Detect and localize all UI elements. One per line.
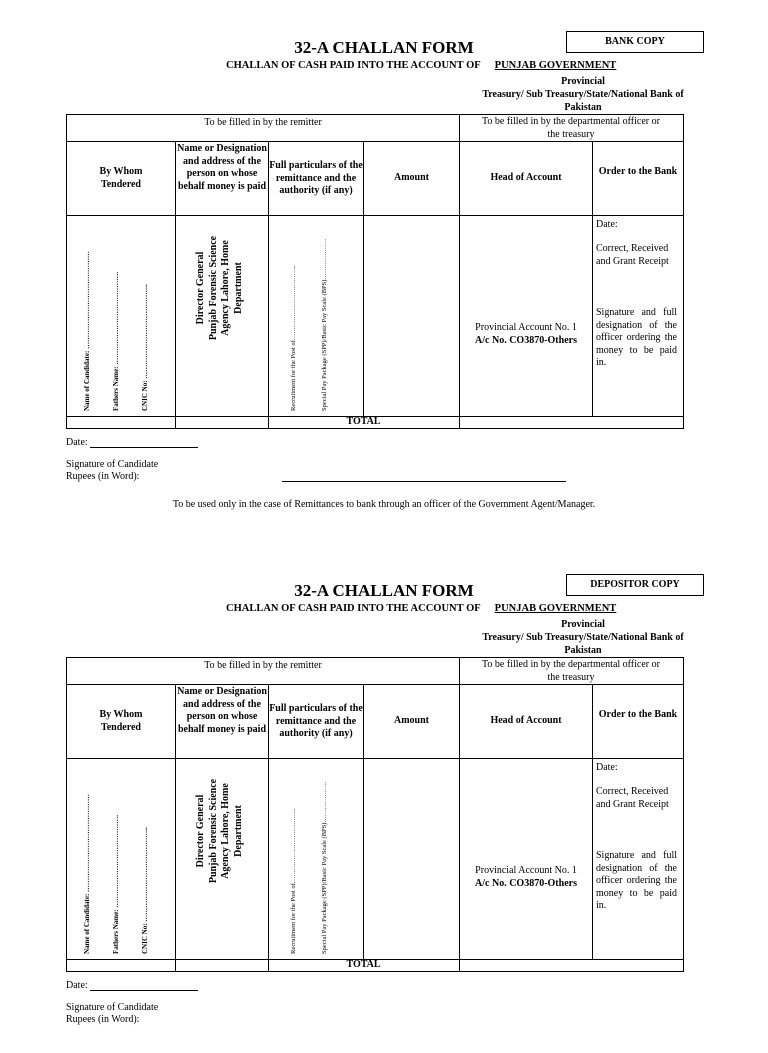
treasury-line: Treasury/ Sub Treasury/State/National Bank of <box>482 632 684 643</box>
order-correct-received: Correct, Received and Grant Receipt <box>596 786 669 810</box>
candidate-name-field[interactable]: Name of Candidate: …………………………………… <box>83 250 91 411</box>
order-signature-note: Signature and full designation of the officer ordering the money to be paid in. <box>596 307 677 369</box>
director-line: Director General <box>195 794 206 868</box>
order-signature-note: Signature and full designation of the officer ordering the money to be paid in. <box>596 850 677 912</box>
treasury-line: Provincial <box>561 76 605 87</box>
row-divider <box>67 141 683 142</box>
director-general-address <box>195 199 245 377</box>
director-line: Punjab Forensic Science <box>207 778 219 884</box>
director-line: Director General <box>195 251 206 325</box>
col-amount: Amount <box>393 715 429 726</box>
post-field[interactable]: Recruitment for the Post of…………………………….. <box>290 808 297 954</box>
order-date: Date: <box>596 219 618 230</box>
order-correct-received: Correct, Received and Grant Receipt <box>596 243 669 267</box>
remitter-header: To be filled in by the remitter <box>204 660 322 671</box>
treasury-text <box>470 618 696 657</box>
pay-scale-field[interactable]: Special Pay Package (SPP)/Basic Pay Scale (BPS)………………. <box>321 238 328 411</box>
father-name-field[interactable]: Fathers Name: …………………………………. <box>112 271 120 411</box>
form-title: 32-A CHALLAN FORM <box>294 581 474 600</box>
col-divider <box>459 658 460 971</box>
rupees-line[interactable] <box>66 471 566 482</box>
account-line: Provincial Account No. 1 <box>475 322 577 333</box>
director-line: Agency Lahore, Home <box>220 783 231 879</box>
order-date: Date: <box>596 762 618 773</box>
col-divider <box>592 141 593 416</box>
challan-form-bank-copy <box>0 30 768 510</box>
row-divider <box>67 215 683 216</box>
col-by-whom-tendered: By Whom Tendered <box>99 709 143 733</box>
total-label: TOTAL <box>346 959 381 970</box>
pay-scale-field[interactable]: Special Pay Package (SPP)/Basic Pay Scale (BPS)………………. <box>321 781 328 954</box>
challan-table <box>66 657 684 972</box>
officer-header-line: To be filled in by the departmental officer or <box>482 659 660 670</box>
form-subtitle <box>226 603 616 614</box>
treasury-line: Pakistan <box>564 645 602 656</box>
copy-label: BANK COPY <box>566 31 704 53</box>
form-title: 32-A CHALLAN FORM <box>294 38 474 57</box>
government-name: PUNJAB GOVERNMENT <box>494 60 617 71</box>
treasury-line: Pakistan <box>564 102 602 113</box>
government-name: PUNJAB GOVERNMENT <box>494 603 617 614</box>
officer-header-line: To be filled in by the departmental officer or <box>482 116 660 127</box>
date-blank[interactable] <box>90 990 198 991</box>
post-field[interactable]: Recruitment for the Post of…………………………….. <box>290 265 297 411</box>
account-line: Provincial Account No. 1 <box>475 865 577 876</box>
col-by-whom-tendered: By Whom Tendered <box>99 166 143 190</box>
cnic-field[interactable]: CNIC No: ………………………………….. <box>141 827 149 954</box>
challan-form-depositor-copy <box>0 573 768 1053</box>
col-divider <box>459 115 460 428</box>
date-label: Date: <box>66 437 88 448</box>
director-general-address <box>195 742 245 920</box>
date-line[interactable] <box>66 437 198 448</box>
rupees-label: Rupees (in Word): <box>66 471 140 482</box>
signature-label: Signature of Candidate <box>66 1002 159 1013</box>
col-head-of-account: Head of Account <box>490 715 562 726</box>
candidate-name-field[interactable]: Name of Candidate: …………………………………… <box>83 793 91 954</box>
copy-label: DEPOSITOR COPY <box>566 574 704 596</box>
account-number: A/c No. CO3870-Others <box>475 877 577 889</box>
rupees-blank[interactable] <box>282 481 566 482</box>
treasury-line: Provincial <box>561 619 605 630</box>
cnic-field[interactable]: CNIC No: ………………………………….. <box>141 284 149 411</box>
date-line[interactable] <box>66 980 198 991</box>
director-line: Department <box>232 262 244 314</box>
total-label: TOTAL <box>346 416 381 427</box>
treasury-line: Treasury/ Sub Treasury/State/National Bank of <box>482 89 684 100</box>
head-of-account-value <box>460 865 592 890</box>
account-number: A/c No. CO3870-Others <box>475 334 577 346</box>
signature-label: Signature of Candidate <box>66 459 159 470</box>
director-line: Agency Lahore, Home <box>220 240 231 336</box>
head-of-account-value <box>460 322 592 347</box>
officer-header <box>459 116 683 141</box>
form-subtitle <box>226 60 616 71</box>
col-order-to-bank: Order to the Bank <box>598 709 678 720</box>
subtitle-text: CHALLAN OF CASH PAID INTO THE ACCOUNT OF <box>226 603 481 614</box>
remitter-header: To be filled in by the remitter <box>204 117 322 128</box>
row-divider <box>67 684 683 685</box>
father-name-field[interactable]: Fathers Name: …………………………………. <box>112 814 120 954</box>
col-full-particulars: Full particulars of the remittance and the authority (if any) <box>269 703 363 739</box>
director-line: Punjab Forensic Science <box>207 235 219 341</box>
officer-header <box>459 659 683 684</box>
date-blank[interactable] <box>90 447 198 448</box>
col-divider <box>592 684 593 959</box>
col-amount: Amount <box>393 172 429 183</box>
col-head-of-account: Head of Account <box>490 172 562 183</box>
rupees-line[interactable] <box>66 1014 139 1025</box>
remittance-note: To be used only in the case of Remittances to bank through an officer of the Government Agent/Manager. <box>172 499 596 510</box>
officer-header-line: the treasury <box>547 671 595 683</box>
date-label: Date: <box>66 980 88 991</box>
officer-header-line: the treasury <box>547 128 595 140</box>
treasury-text <box>470 75 696 114</box>
col-full-particulars: Full particulars of the remittance and the authority (if any) <box>269 160 363 196</box>
col-name-designation: Name or Designation and address of the person on whose behalf money is paid <box>177 686 267 735</box>
col-order-to-bank: Order to the Bank <box>598 166 678 177</box>
rupees-label: Rupees (in Word): <box>66 1014 140 1025</box>
subtitle-text: CHALLAN OF CASH PAID INTO THE ACCOUNT OF <box>226 60 481 71</box>
col-name-designation: Name or Designation and address of the person on whose behalf money is paid <box>177 143 267 192</box>
director-line: Department <box>232 805 244 857</box>
challan-table <box>66 114 684 429</box>
row-divider <box>67 758 683 759</box>
